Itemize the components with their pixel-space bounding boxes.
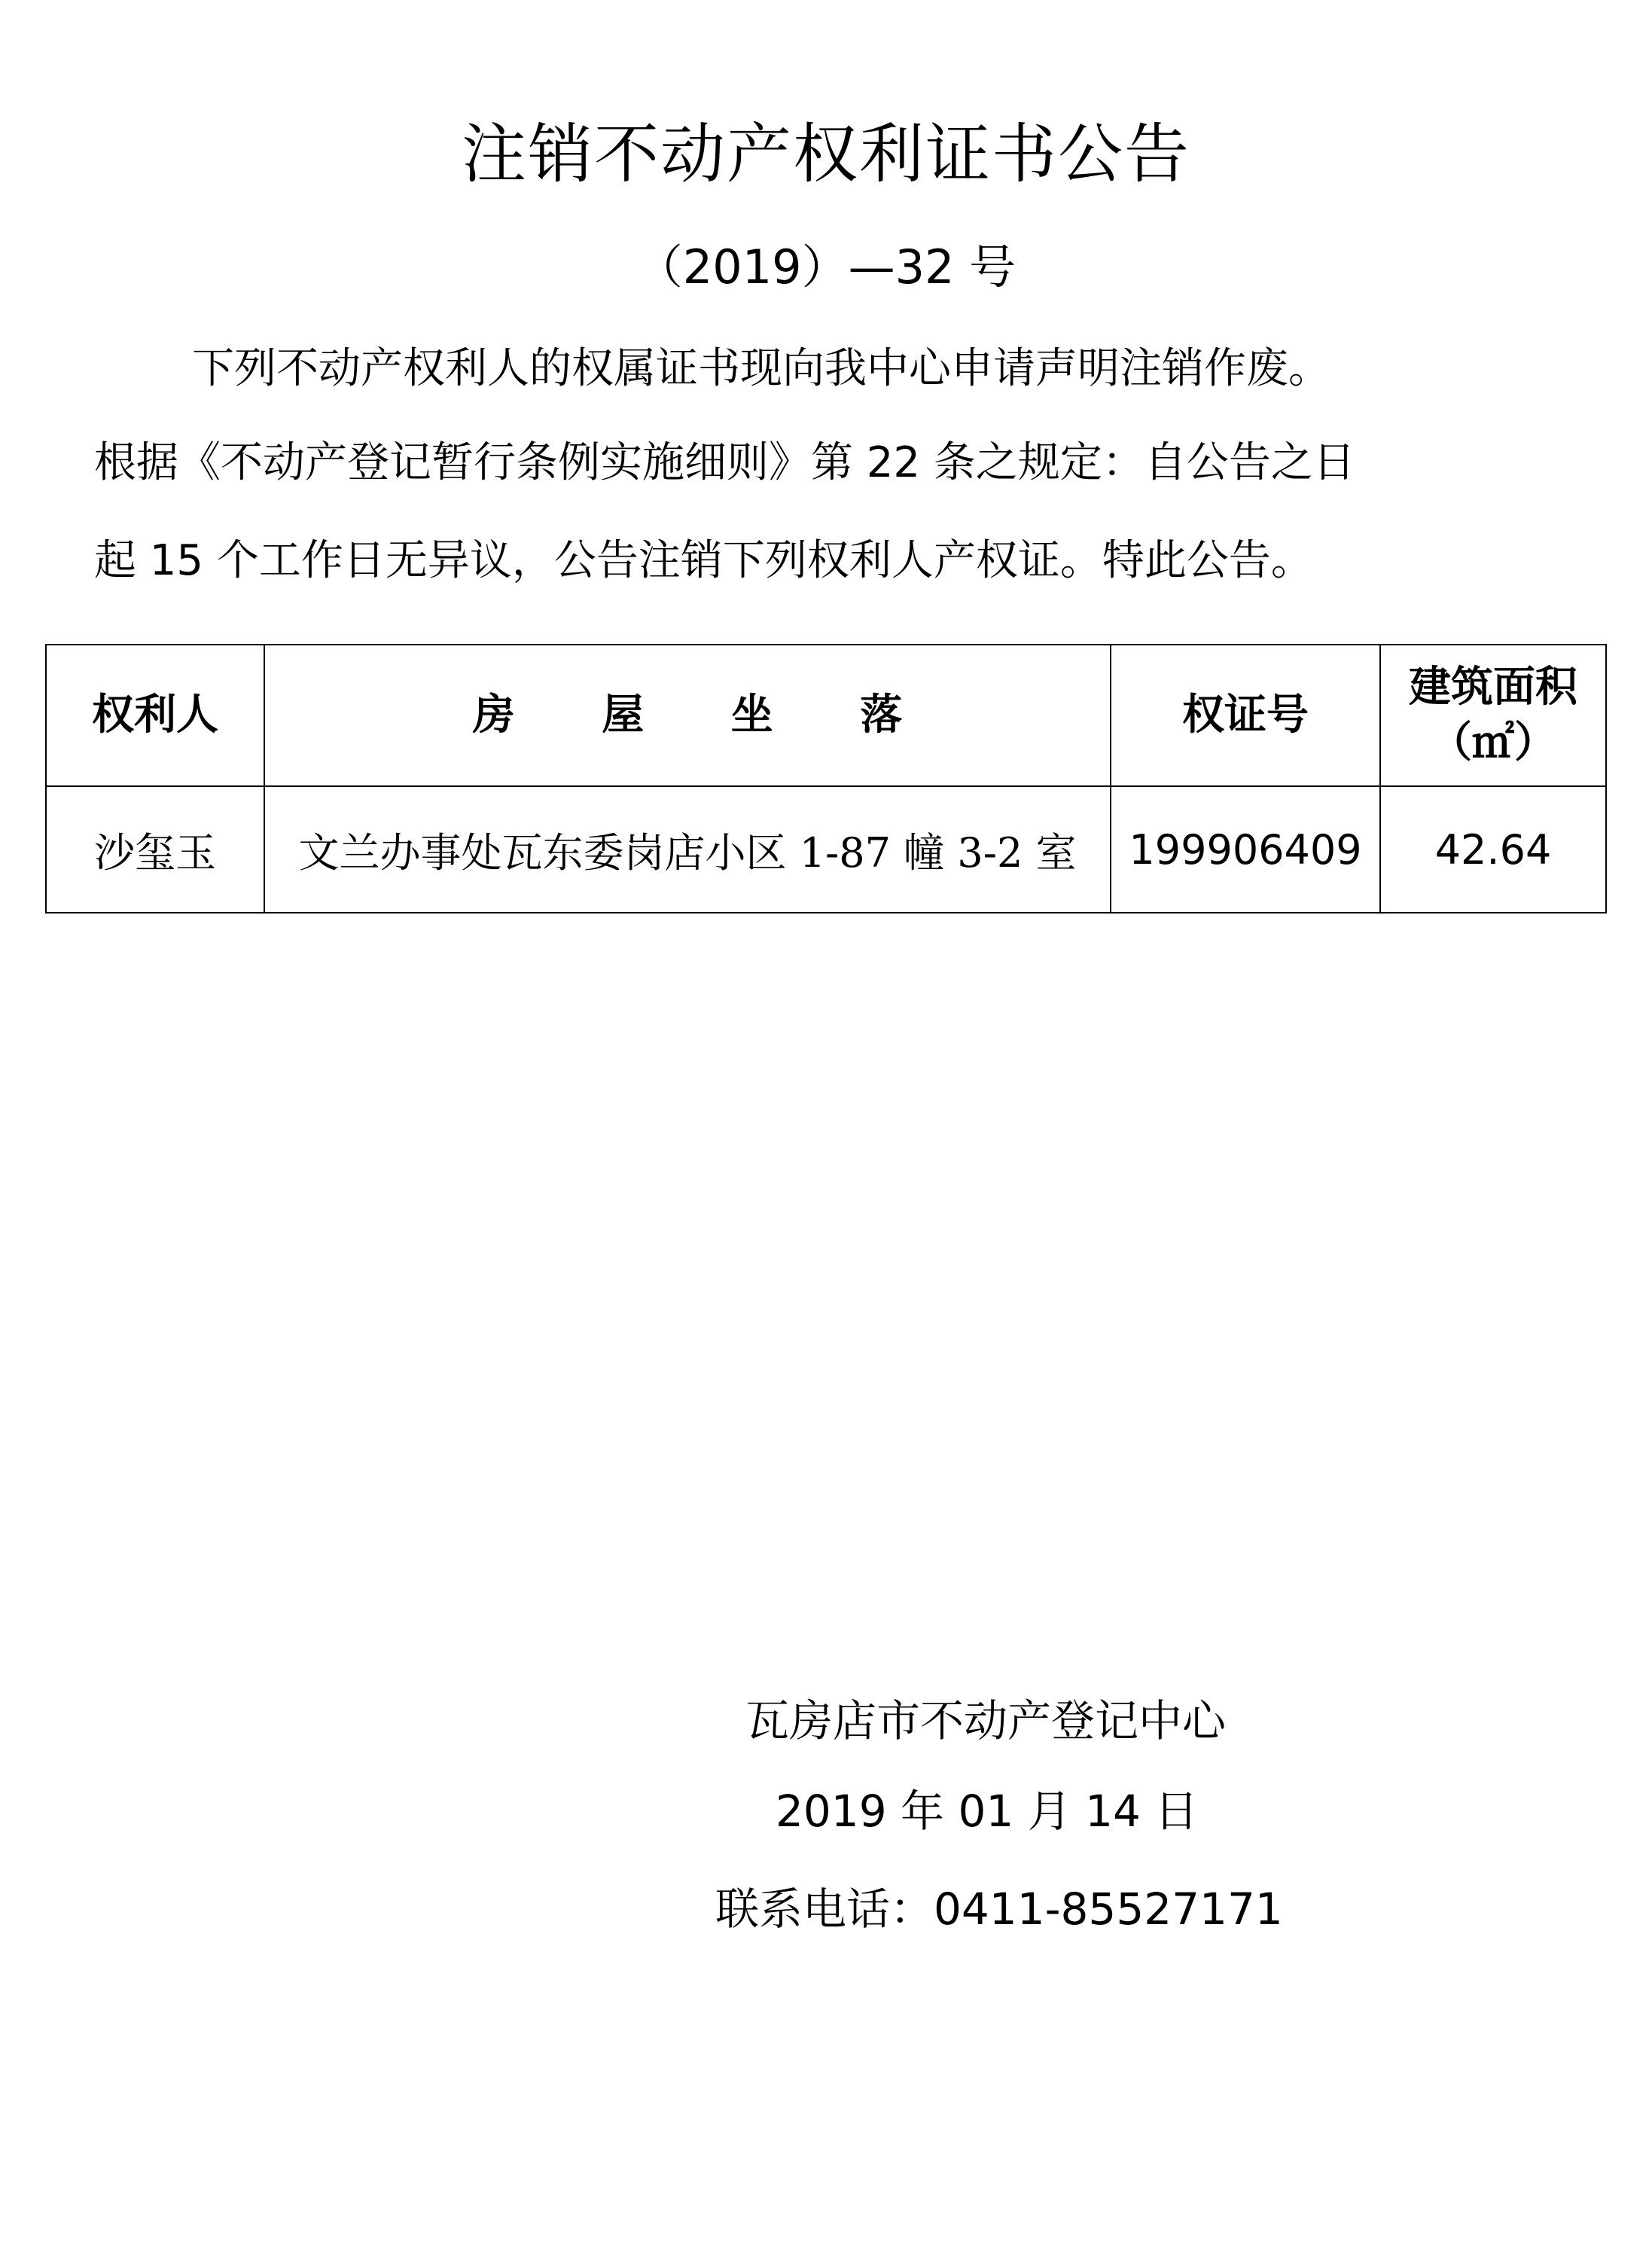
cell-holder: 沙玺玉 xyxy=(46,786,264,913)
notice-number: （2019）—32 号 xyxy=(636,239,1016,294)
notice-body-line-1: 下列不动产权利人的权属证书现向我中心申请声明注销作废。 xyxy=(192,344,1330,393)
header-location-label: 房 屋 坐 落 xyxy=(472,691,939,740)
cell-area: 42.64 xyxy=(1380,786,1606,913)
table-row xyxy=(46,786,1606,913)
header-cert-no: 权证号 xyxy=(1111,645,1380,786)
contact-phone: 联系电话：0411-85527171 xyxy=(715,1883,1283,1935)
header-area-label: 建筑面积 xyxy=(1409,663,1577,712)
notice-body-line-2: 根据《不动产登记暂行条例实施细则》第 22 条之规定：自公告之日 xyxy=(94,438,1355,487)
page-title: 注销不动产权利证书公告 xyxy=(462,117,1190,192)
header-area-unit: （㎡） xyxy=(1430,718,1556,767)
cancellation-table xyxy=(45,644,1607,913)
issuing-organization: 瓦房店市不动产登记中心 xyxy=(745,1695,1227,1746)
header-area xyxy=(1380,645,1606,786)
header-location xyxy=(264,645,1111,786)
header-holder: 权利人 xyxy=(46,645,264,786)
table-header-row xyxy=(46,645,1606,786)
issue-date: 2019 年 01 月 14 日 xyxy=(776,1786,1199,1837)
notice-body-line-3: 起 15 个工作日无异议，公告注销下列权利人产权证。特此公告。 xyxy=(94,536,1313,585)
cell-location: 文兰办事处瓦东委岗店小区 1-87 幢 3-2 室 xyxy=(264,786,1111,913)
cell-cert-no: 199906409 xyxy=(1111,786,1380,913)
